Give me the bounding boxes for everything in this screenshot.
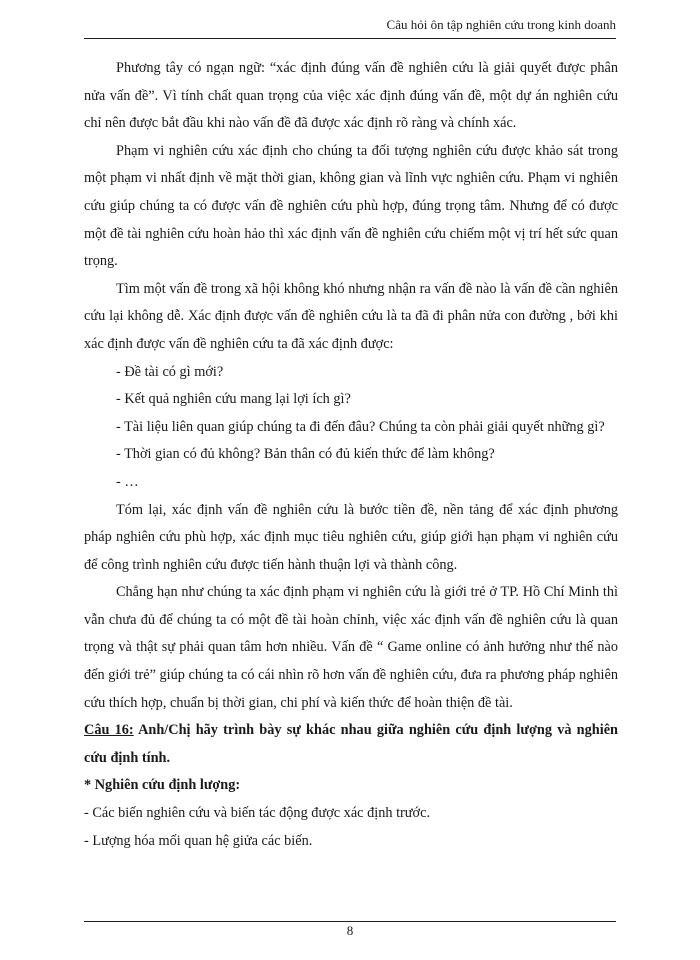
paragraph: Chẳng hạn như chúng ta xác định phạm vi nghiên cứu là giới trẻ ở TP. Hồ Chí Minh thì vẫn chưa đủ để chúng ta có một đề tài hoàn chỉnh, việc xác định vấn đề nghiên cứu là quan trọng và thật sự phải quan tâm hơn nhiều. Vấn đề “ Game online có ảnh hưởng như thế nào đến giới trẻ” giúp chúng ta có cái nhìn rõ hơn vấn đề nghiên cứu, đưa ra phương pháp nghiên cứu thích hợp, chuẩn bị thời gian, chi phí và kiến thức để hoàn thiện đề tài. [84, 584, 618, 711]
question-heading [84, 717, 618, 772]
page-content [84, 55, 618, 855]
paragraph: Phạm vi nghiên cứu xác định cho chúng ta đối tượng nghiên cứu được khảo sát trong một phạm vi nhất định về mặt thời gian, không gian và lĩnh vực nghiên cứu. Phạm vi nghiên cứu giúp chúng ta có được vấn đề nghiên cứu phù hợp, đúng trọng tâm. Nhưng để có được một đề tài nghiên cứu hoàn hảo thì xác định vấn đề nghiên cứu chiếm một vị trí hết sức quan trọng. [84, 142, 618, 270]
list-item: - Các biến nghiên cứu và biến tác động được xác định trước. [84, 805, 431, 822]
section-subheading: * Nghiên cứu định lượng: [84, 777, 241, 794]
page-number: 8 [346, 923, 354, 938]
footer-rule [84, 921, 616, 922]
list-item: - Lượng hóa mối quan hệ giửa các biến. [84, 832, 313, 849]
list-item: - Tài liệu liên quan giúp chúng ta đi đến đâu? Chúng ta còn phải giải quyết những gì? [116, 418, 605, 435]
list-item: - Đề tài có gì mới? [116, 363, 224, 380]
running-header: Câu hỏi ôn tập nghiên cứu trong kinh doanh [386, 17, 616, 32]
header-rule [84, 38, 616, 39]
list-item: - Kết quả nghiên cứu mang lại lợi ích gì? [116, 391, 351, 408]
question-text: Anh/Chị hãy trình bày sự khác nhau giữa nghiên cứu định lượng và nghiên cứu định tính. [84, 722, 618, 766]
paragraph: Phương tây có ngạn ngữ: “xác định đúng vấn đề nghiên cứu là giải quyết được phân nửa vấn đề”. Vì tính chất quan trọng của việc xác định đúng vấn đề, một dự án nghiên cứu chỉ nên được bắt đầu khi nào vấn đề đã được xác định rõ ràng và chính xác. [84, 60, 618, 132]
list-item: - … [116, 473, 139, 490]
paragraph: Tìm một vấn đề trong xã hội không khó nhưng nhận ra vấn đề nào là vấn đề cần nghiên cứu lại không dễ. Xác định được vấn đề nghiên cứu là ta đã đi phân nửa con đường , bởi khi xác định được vấn đề nghiên cứu ta đã xác định được: [84, 280, 618, 352]
question-number: Câu 16: [84, 722, 134, 739]
list-item: - Thời gian có đủ không? Bản thân có đủ kiến thức để làm không? [116, 446, 495, 463]
paragraph: Tóm lại, xác định vấn đề nghiên cứu là bước tiền đề, nền tảng để xác định phương pháp nghiên cứu phù hợp, xác định mục tiêu nghiên cứu, giúp giới hạn phạm vi nghiên cứu để công trình nghiên cứu được tiến hành thuận lợi và thành công. [84, 501, 618, 573]
